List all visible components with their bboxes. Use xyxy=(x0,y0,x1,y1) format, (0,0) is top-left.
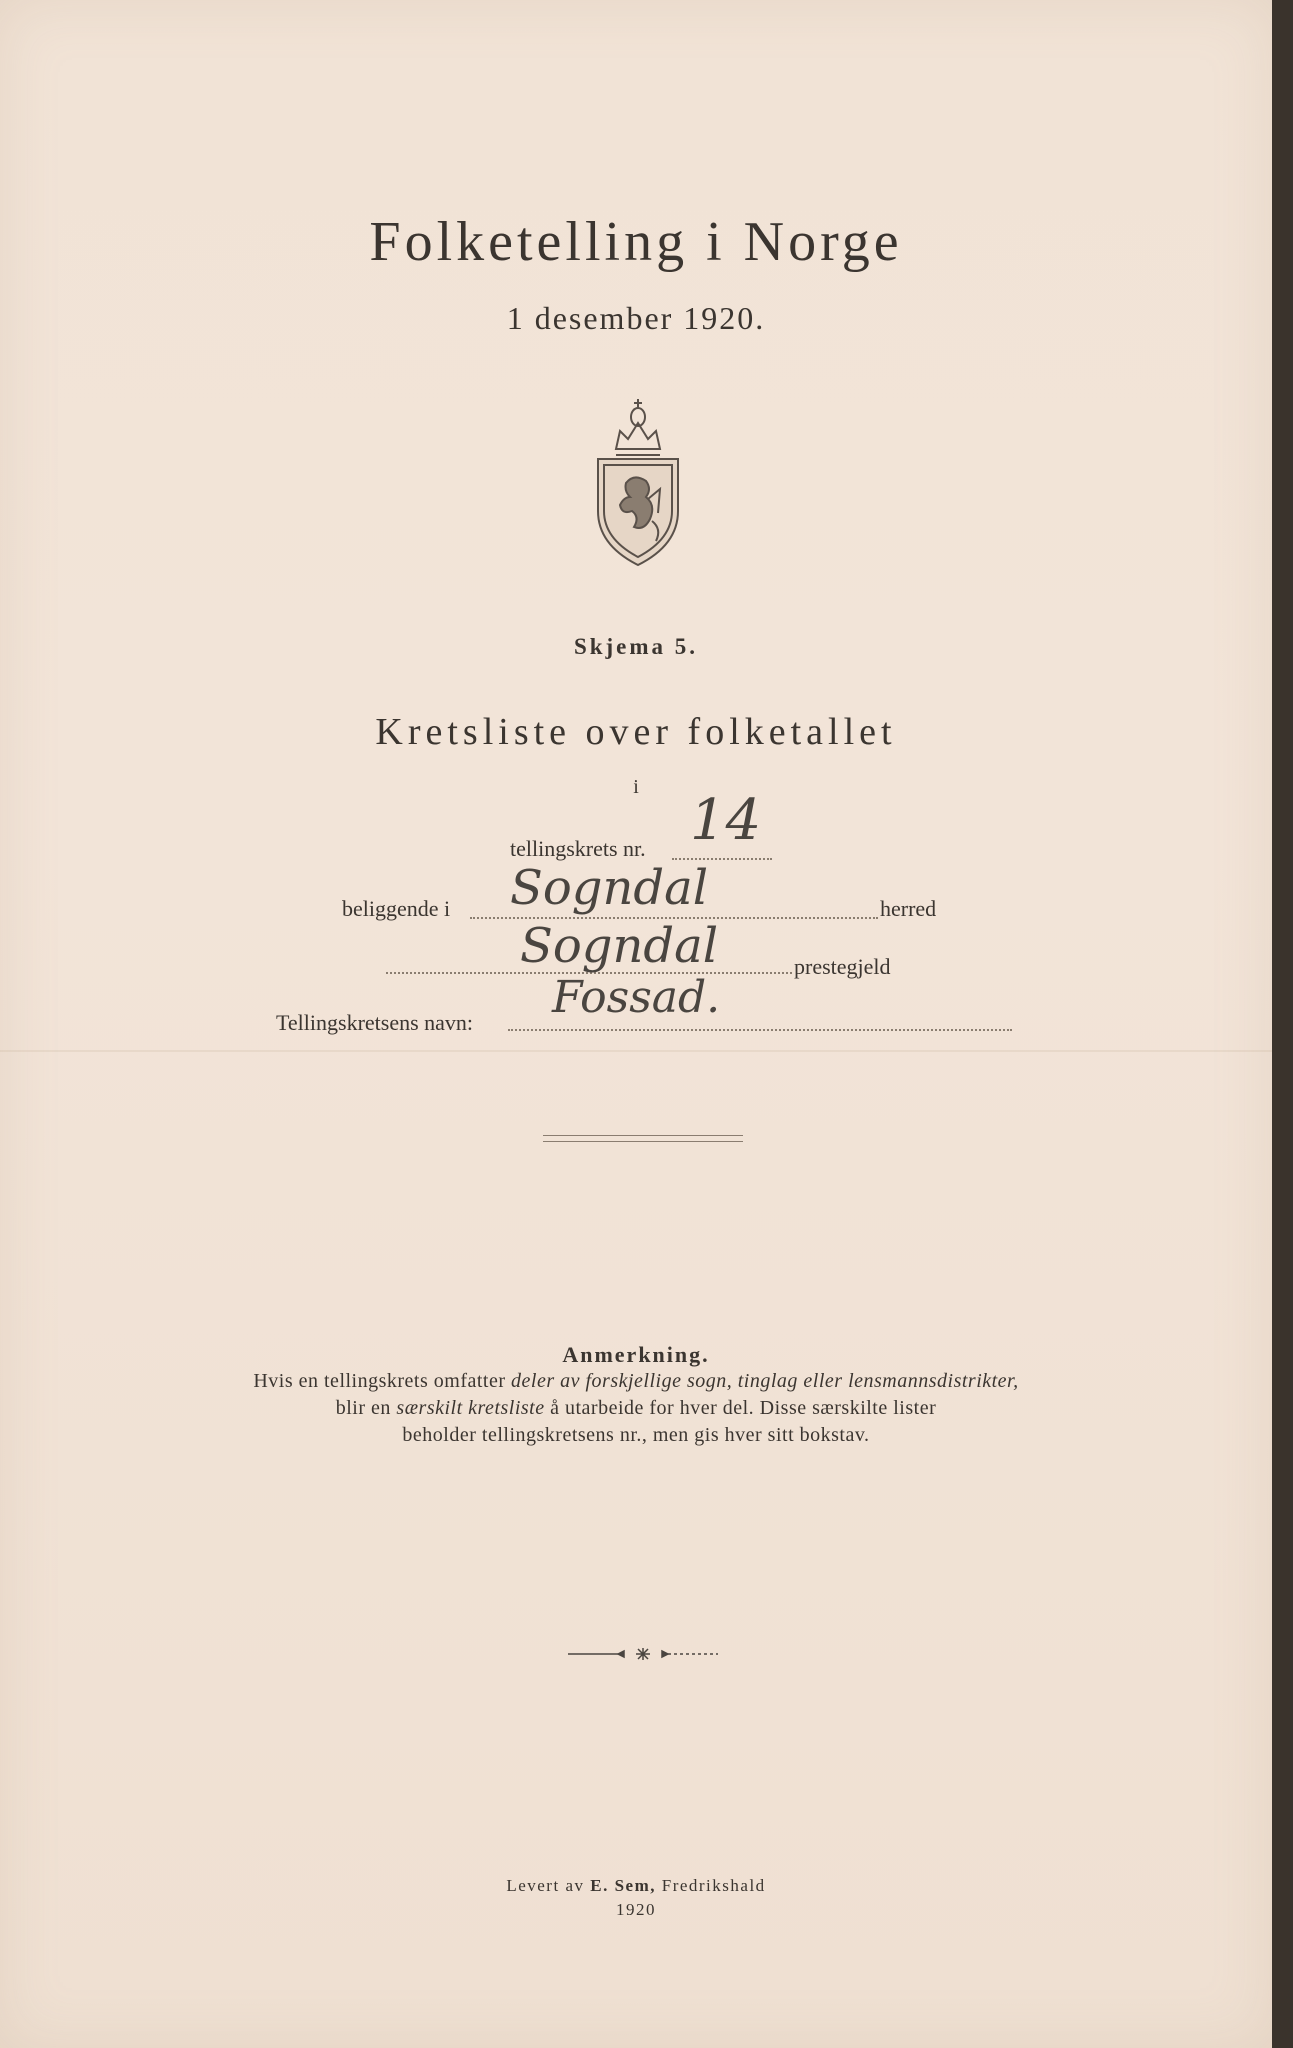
divider-rule xyxy=(543,1141,743,1142)
note-emphasis: deler av forskjellige sogn, tinglag eller lensmannsdistrikter, xyxy=(511,1370,1019,1392)
note-emphasis: særskilt kretsliste xyxy=(396,1397,545,1419)
printer-text: Levert av xyxy=(506,1876,591,1895)
note-line-3: beholder tellingskretsens nr., men gis hver sitt bokstav. xyxy=(402,1424,870,1446)
printer-place: Fredrikshald xyxy=(655,1876,766,1895)
note-line-1 xyxy=(0,1370,1272,1393)
printer-name: E. Sem, xyxy=(590,1876,656,1895)
page-title: Folketelling i Norge xyxy=(369,211,903,273)
navn-label: Tellingskretsens navn: xyxy=(276,1010,474,1035)
norwegian-coat-of-arms-icon xyxy=(590,393,686,567)
beliggende-label: beliggende i xyxy=(342,896,451,921)
ornament-divider-icon xyxy=(568,1647,718,1661)
navn-value: Fossad. xyxy=(552,972,721,1023)
note-heading: Anmerkning. xyxy=(562,1342,710,1367)
note-text: å utarbeide for hver del. Disse særskilte lister xyxy=(544,1397,937,1419)
printer-credit xyxy=(0,1876,1272,1896)
herred-value: Sogndal xyxy=(510,860,709,916)
census-date: 1 desember 1920. xyxy=(506,300,766,336)
paper-fold xyxy=(0,1050,1272,1052)
form-title: Kretsliste over folketallet xyxy=(375,711,897,753)
prestegjeld-value: Sogndal xyxy=(520,918,719,974)
divider-rule xyxy=(543,1135,743,1136)
form-connector-word: i xyxy=(633,776,639,798)
note-text: blir en xyxy=(335,1397,397,1419)
note-line-2 xyxy=(0,1397,1272,1420)
schema-number: Skjema 5. xyxy=(573,634,699,659)
tellingskrets-value: 14 xyxy=(690,788,762,853)
navn-line xyxy=(508,1029,1012,1031)
herred-suffix: herred xyxy=(880,896,937,921)
note-text: Hvis en tellingskrets omfatter xyxy=(253,1370,512,1392)
printer-year: 1920 xyxy=(616,1900,656,1919)
tellingskrets-label: tellingskrets nr. xyxy=(510,836,646,861)
prestegjeld-suffix: prestegjeld xyxy=(794,954,891,979)
